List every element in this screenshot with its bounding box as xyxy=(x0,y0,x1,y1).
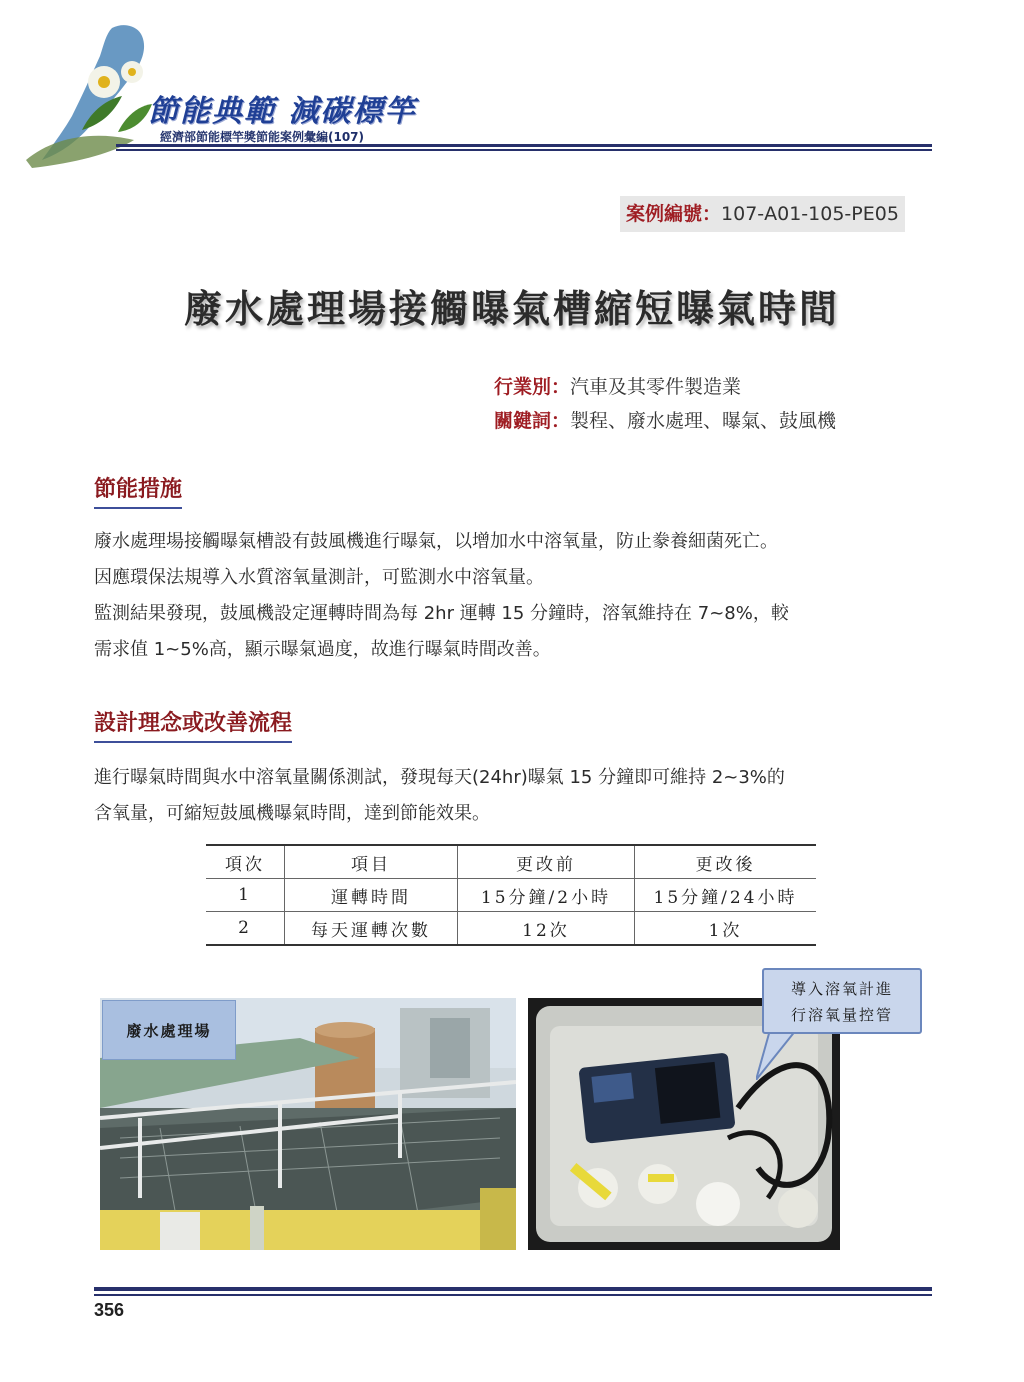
photo-label-wastewater-plant: 廢水處理場 xyxy=(102,1000,236,1060)
paragraph-line: 進行曝氣時間與水中溶氧量關係測試，發現每天(24hr)曝氣 15 分鐘即可維持 2~3%的 xyxy=(94,767,785,788)
case-number-value: 107-A01-105-PE05 xyxy=(721,203,899,225)
paragraph-line: 因應環保法規導入水質溶氧量測計，可監測水中溶氧量。 xyxy=(94,567,544,588)
table-cell: 1 xyxy=(206,879,285,912)
table-header-cell: 更改後 xyxy=(635,845,817,879)
design-paragraph xyxy=(94,760,934,832)
footer-rule-thin xyxy=(94,1294,932,1296)
table-cell: 2 xyxy=(206,912,285,946)
case-number-label: 案例編號： xyxy=(626,203,722,225)
table-row xyxy=(206,912,816,946)
table-cell: 1次 xyxy=(635,912,817,946)
keywords-label: 關鍵詞： xyxy=(494,410,571,432)
header-rule xyxy=(116,144,932,147)
page-number: 356 xyxy=(94,1300,125,1320)
table-cell: 運轉時間 xyxy=(285,879,458,912)
table-cell: 15分鐘/24小時 xyxy=(635,879,817,912)
table-header-row xyxy=(206,845,816,879)
paragraph-line: 廢水處理場接觸曝氣槽設有鼓風機進行曝氣，以增加水中溶氧量，防止豢養細菌死亡。 xyxy=(94,531,778,552)
section-heading-design: 設計理念或改善流程 xyxy=(94,706,292,743)
industry-value: 汽車及其零件製造業 xyxy=(570,376,742,398)
table-row xyxy=(206,879,816,912)
paragraph-line: 監測結果發現，鼓風機設定運轉時間為每 2hr 運轉 15 分鐘時，溶氧維持在 7~8%，較 xyxy=(94,603,789,624)
section-heading-measures: 節能措施 xyxy=(94,472,182,509)
page-title: 廢水處理場接觸曝氣槽縮短曝氣時間 xyxy=(183,287,840,331)
keywords-value: 製程、廢水處理、曝氣、鼓風機 xyxy=(570,410,837,432)
table-header-cell: 項目 xyxy=(285,845,458,879)
keywords-line xyxy=(494,406,836,433)
table-cell: 12次 xyxy=(458,912,635,946)
case-number-box xyxy=(620,196,905,232)
brand-subtitle: 經濟部節能標竿獎節能案例彙編(107) xyxy=(160,130,365,144)
callout-line: 行溶氧量控管 xyxy=(790,1006,893,1024)
callout-line: 導入溶氧計進 xyxy=(790,980,893,998)
paragraph-line: 含氧量，可縮短鼓風機曝氣時間，達到節能效果。 xyxy=(94,803,490,824)
industry-label: 行業別： xyxy=(494,376,571,398)
industry-line xyxy=(494,372,741,399)
table-cell: 每天運轉次數 xyxy=(285,912,458,946)
comparison-table xyxy=(206,844,816,946)
table-header-cell: 項次 xyxy=(206,845,285,879)
paragraph-line: 需求值 1~5%高，顯示曝氣過度，故進行曝氣時間改善。 xyxy=(94,639,551,660)
footer-rule xyxy=(94,1287,932,1291)
brand-title: 節能典範 減碳標竿 xyxy=(148,94,417,129)
table-header-cell: 更改前 xyxy=(458,845,635,879)
callout-pointer xyxy=(756,1030,816,1080)
table-cell: 15分鐘/2小時 xyxy=(458,879,635,912)
measures-paragraph xyxy=(94,524,934,668)
header-rule-thin xyxy=(116,149,932,151)
photo-callout-do-meter xyxy=(762,968,922,1034)
